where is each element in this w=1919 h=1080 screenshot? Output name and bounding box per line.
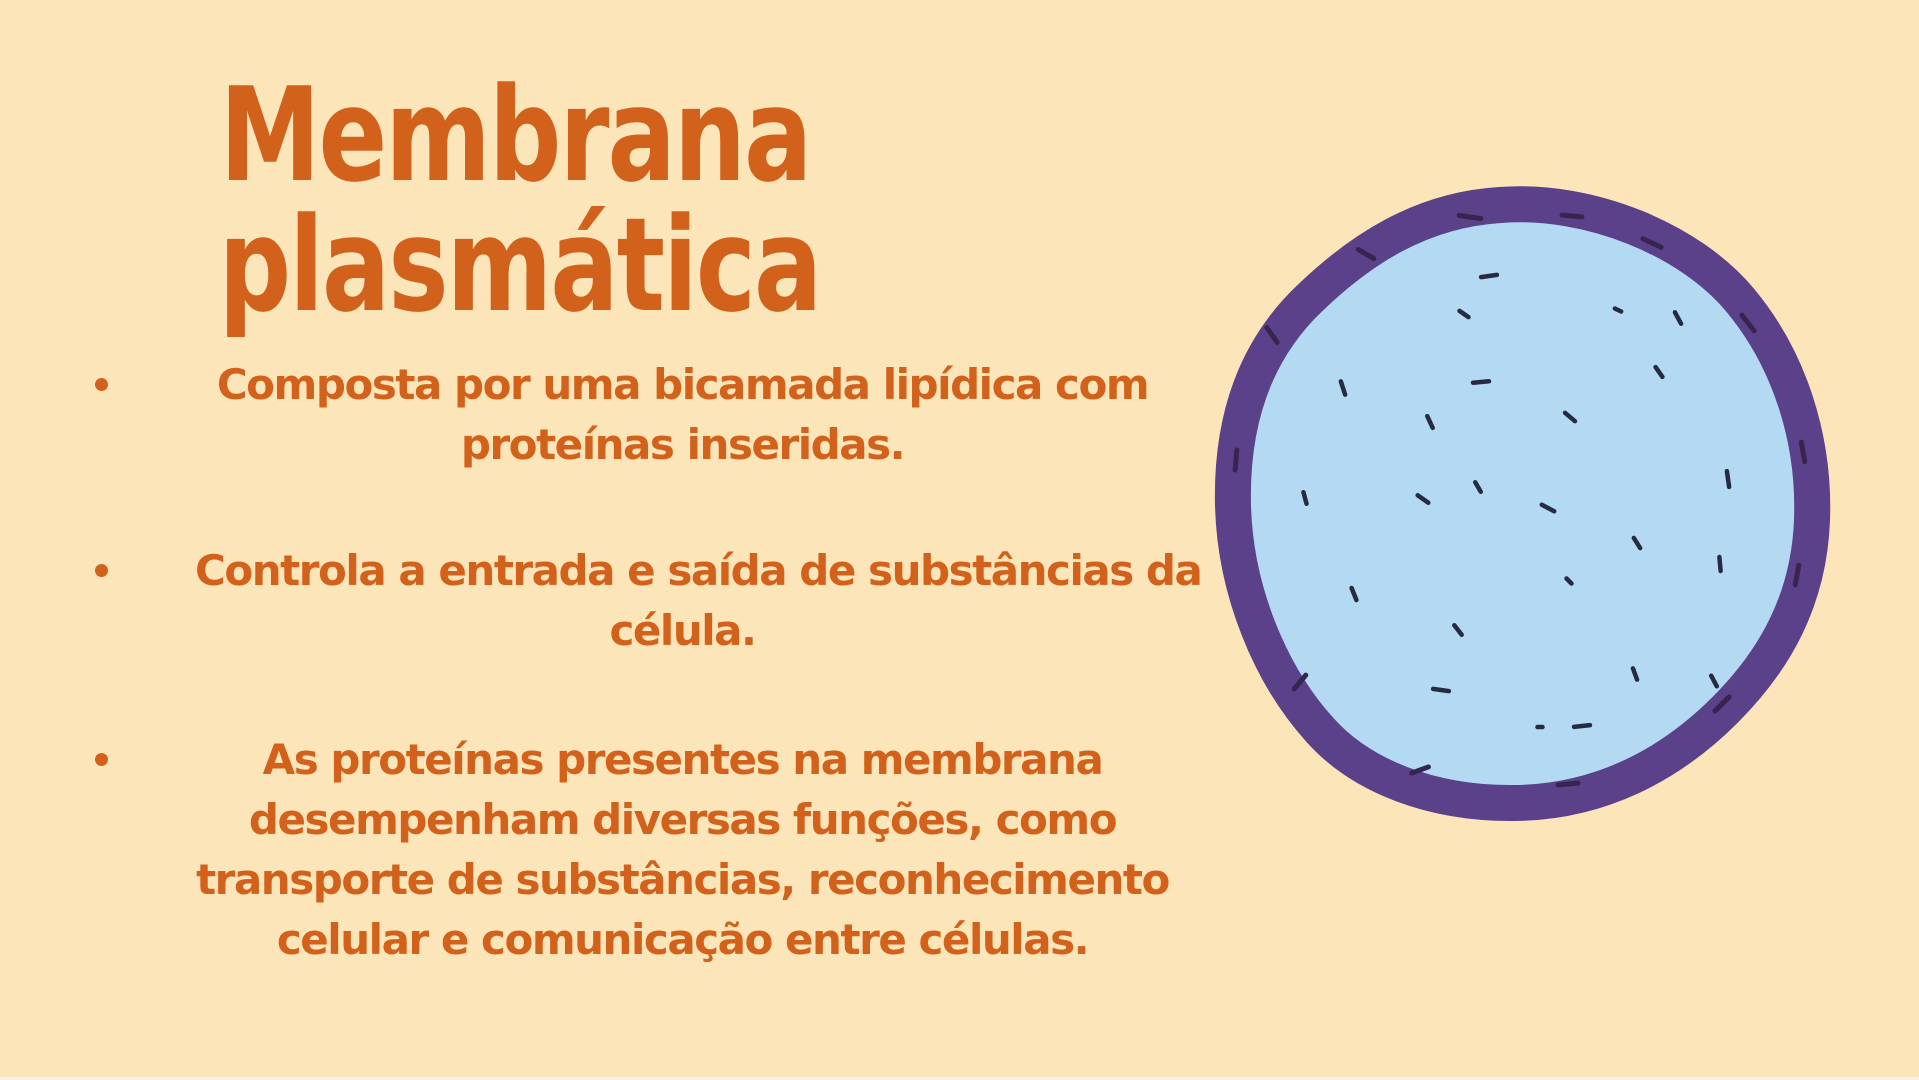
dash-mark <box>1795 565 1798 585</box>
dash-mark <box>1615 309 1621 312</box>
dash-mark <box>1558 783 1578 785</box>
bullet-dot-icon <box>95 753 108 766</box>
bullet-dot-icon <box>95 378 108 391</box>
dash-mark <box>1473 381 1489 382</box>
dash-mark <box>1574 725 1590 727</box>
bullet-item-proteins <box>80 730 1170 970</box>
cell-membrane-blob <box>1233 204 1812 803</box>
cell-illustration <box>1140 130 1919 870</box>
page-title-line1: Membrana <box>219 59 811 211</box>
bullet-list <box>80 355 1202 970</box>
dash-mark <box>1801 442 1804 462</box>
dash-mark <box>1562 215 1582 217</box>
bullet-text-line: célula. <box>609 606 756 655</box>
bullet-text-line: desempenham diversas funções, como <box>248 795 1117 844</box>
bullet-text-line: transporte de substâncias, reconhecimento <box>196 855 1169 904</box>
bullet-dot-icon <box>95 564 108 577</box>
bullet-item-control <box>80 541 1202 661</box>
dash-mark <box>1235 450 1237 470</box>
page-title-line2: plasmática <box>218 189 821 341</box>
bullet-text <box>195 541 1202 661</box>
bullet-text-line: As proteínas presentes na membrana <box>262 735 1103 784</box>
dash-mark <box>1459 215 1481 218</box>
cell-illustration-svg <box>1140 130 1919 870</box>
dash-mark <box>1303 492 1306 504</box>
page-title <box>135 59 895 341</box>
bullet-text <box>195 355 1170 475</box>
bullet-text-line: Composta por uma bicamada lipídica com <box>216 360 1149 409</box>
bullet-text-line: proteínas inseridas. <box>460 420 905 469</box>
dash-mark <box>1727 471 1729 487</box>
dash-mark <box>1719 557 1720 571</box>
bullet-item-composition <box>80 355 1170 475</box>
bullet-text <box>195 730 1170 970</box>
bullet-text-line: celular e comunicação entre células. <box>276 915 1089 964</box>
dash-mark <box>1433 689 1449 691</box>
bullet-text-line: Controla a entrada e saída de substâncias da <box>195 546 1202 595</box>
dash-mark <box>1481 275 1497 277</box>
